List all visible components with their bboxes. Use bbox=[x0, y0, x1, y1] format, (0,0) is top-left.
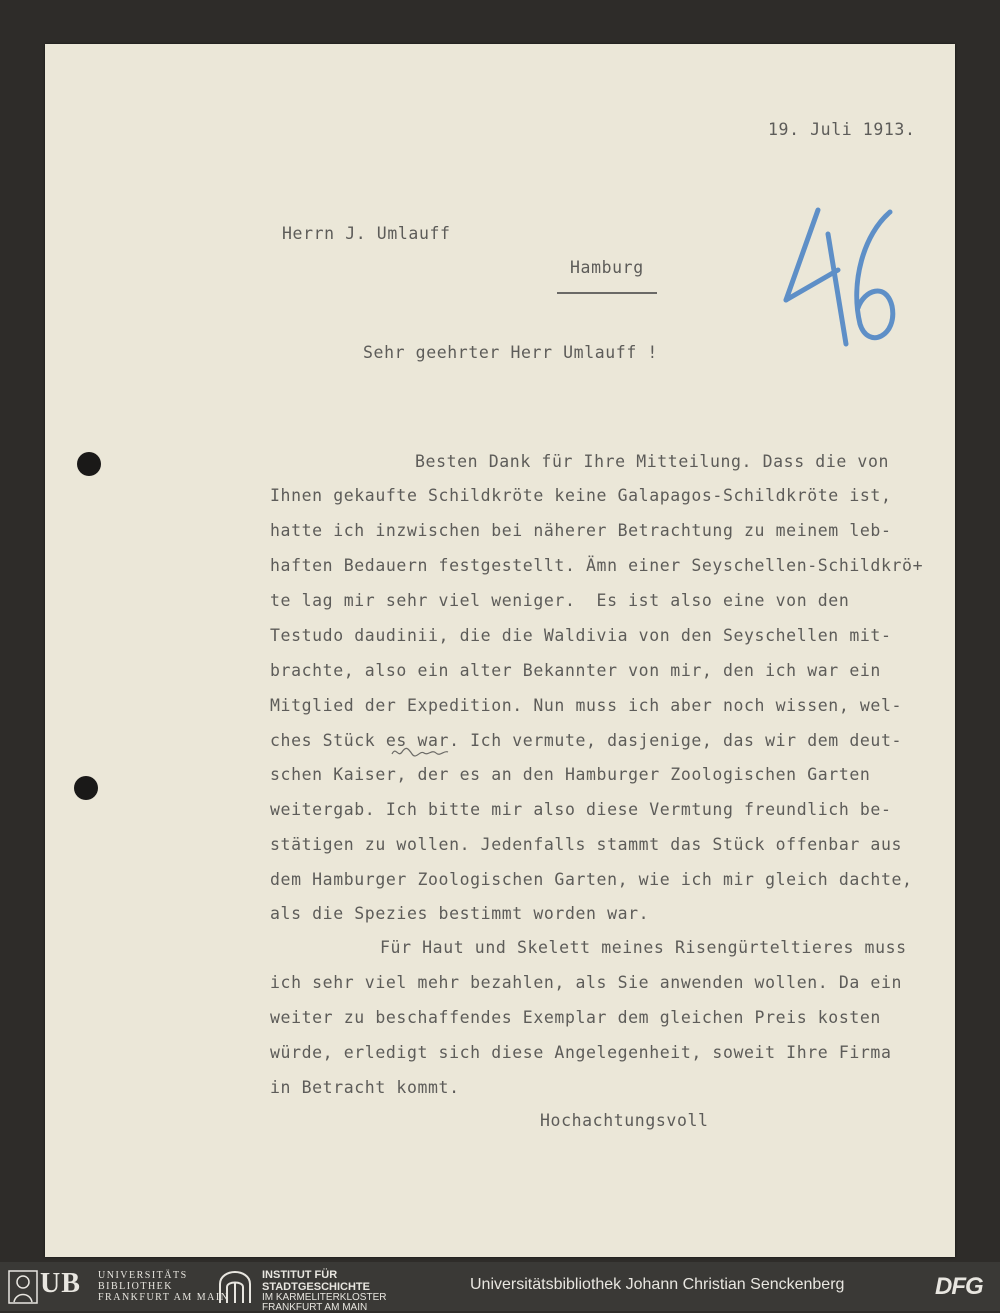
body-line: Testudo daudinii, die die Waldivia von den Seyschellen mit- bbox=[270, 626, 892, 645]
ub-line: UNIVERSITÄTS bbox=[98, 1270, 188, 1281]
handwritten-annotation bbox=[390, 744, 450, 760]
isg-line: STADTGESCHICHTE bbox=[262, 1281, 370, 1293]
ub-line: BIBLIOTHEK bbox=[98, 1281, 173, 1292]
dfg-logo: DFG bbox=[935, 1273, 983, 1300]
ub-line: FRANKFURT AM MAIN bbox=[98, 1292, 230, 1303]
footer-credit: Universitätsbibliothek Johann Christian Senckenberg bbox=[470, 1276, 845, 1293]
body-line: dem Hamburger Zoologischen Garten, wie ich mir gleich dachte, bbox=[270, 870, 913, 889]
punch-hole-bottom bbox=[74, 776, 98, 800]
isg-line: IM KARMELITERKLOSTER bbox=[262, 1292, 387, 1303]
body-line: te lag mir sehr viel weniger. Es ist also eine von den bbox=[270, 591, 850, 610]
body-line: brachte, also ein alter Bekannter von mir, den ich war ein bbox=[270, 661, 881, 680]
isg-logo-icon bbox=[218, 1270, 252, 1304]
body-line: weitergab. Ich bitte mir also diese Vermtung freundlich be- bbox=[270, 800, 892, 819]
body-line: Besten Dank für Ihre Mitteilung. Dass die von bbox=[415, 452, 890, 471]
body-line: weiter zu beschaffendes Exemplar dem gleichen Preis kosten bbox=[270, 1008, 881, 1027]
isg-name bbox=[262, 1269, 386, 1313]
folio-number-46 bbox=[780, 204, 900, 354]
body-line: als die Spezies bestimmt worden war. bbox=[270, 904, 650, 923]
letter-page bbox=[45, 44, 955, 1257]
body-line: Ihnen gekaufte Schildkröte keine Galapagos-Schildkröte ist, bbox=[270, 486, 892, 505]
body-line: schen Kaiser, der es an den Hamburger Zoologischen Garten bbox=[270, 765, 871, 784]
footer-bar bbox=[0, 1262, 1000, 1311]
body-line: in Betracht kommt. bbox=[270, 1078, 460, 1097]
letter-date: 19. Juli 1913. bbox=[768, 120, 916, 139]
body-line: würde, erledigt sich diese Angelegenheit, soweit Ihre Firma bbox=[270, 1043, 892, 1062]
isg-line: FRANKFURT AM MAIN bbox=[262, 1302, 368, 1313]
ub-logo-icon bbox=[8, 1270, 38, 1304]
body-line: haften Bedauern festgestellt. Ämn einer Seyschellen-Schildkrö+ bbox=[270, 556, 924, 575]
ub-letters: UB bbox=[40, 1268, 81, 1299]
ub-name bbox=[98, 1270, 229, 1303]
body-line: hatte ich inzwischen bei näherer Betrachtung zu meinem leb- bbox=[270, 521, 892, 540]
recipient-name: Herrn J. Umlauff bbox=[282, 224, 451, 243]
body-line: Mitglied der Expedition. Nun muss ich aber noch wissen, wel- bbox=[270, 696, 903, 715]
salutation: Sehr geehrter Herr Umlauff ! bbox=[363, 343, 658, 362]
punch-hole-top bbox=[77, 452, 101, 476]
body-line: ich sehr viel mehr bezahlen, als Sie anwenden wollen. Da ein bbox=[270, 973, 903, 992]
body-line: Für Haut und Skelett meines Risengürteltieres muss bbox=[380, 938, 907, 957]
isg-line: INSTITUT FÜR bbox=[262, 1269, 338, 1281]
body-line: ches Stück es war. Ich vermute, dasjenige, das wir dem deut- bbox=[270, 731, 903, 750]
city-underline bbox=[557, 292, 657, 294]
closing: Hochachtungsvoll bbox=[540, 1111, 709, 1130]
recipient-city: Hamburg bbox=[570, 258, 644, 277]
body-line: stätigen zu wollen. Jedenfalls stammt das Stück offenbar aus bbox=[270, 835, 903, 854]
